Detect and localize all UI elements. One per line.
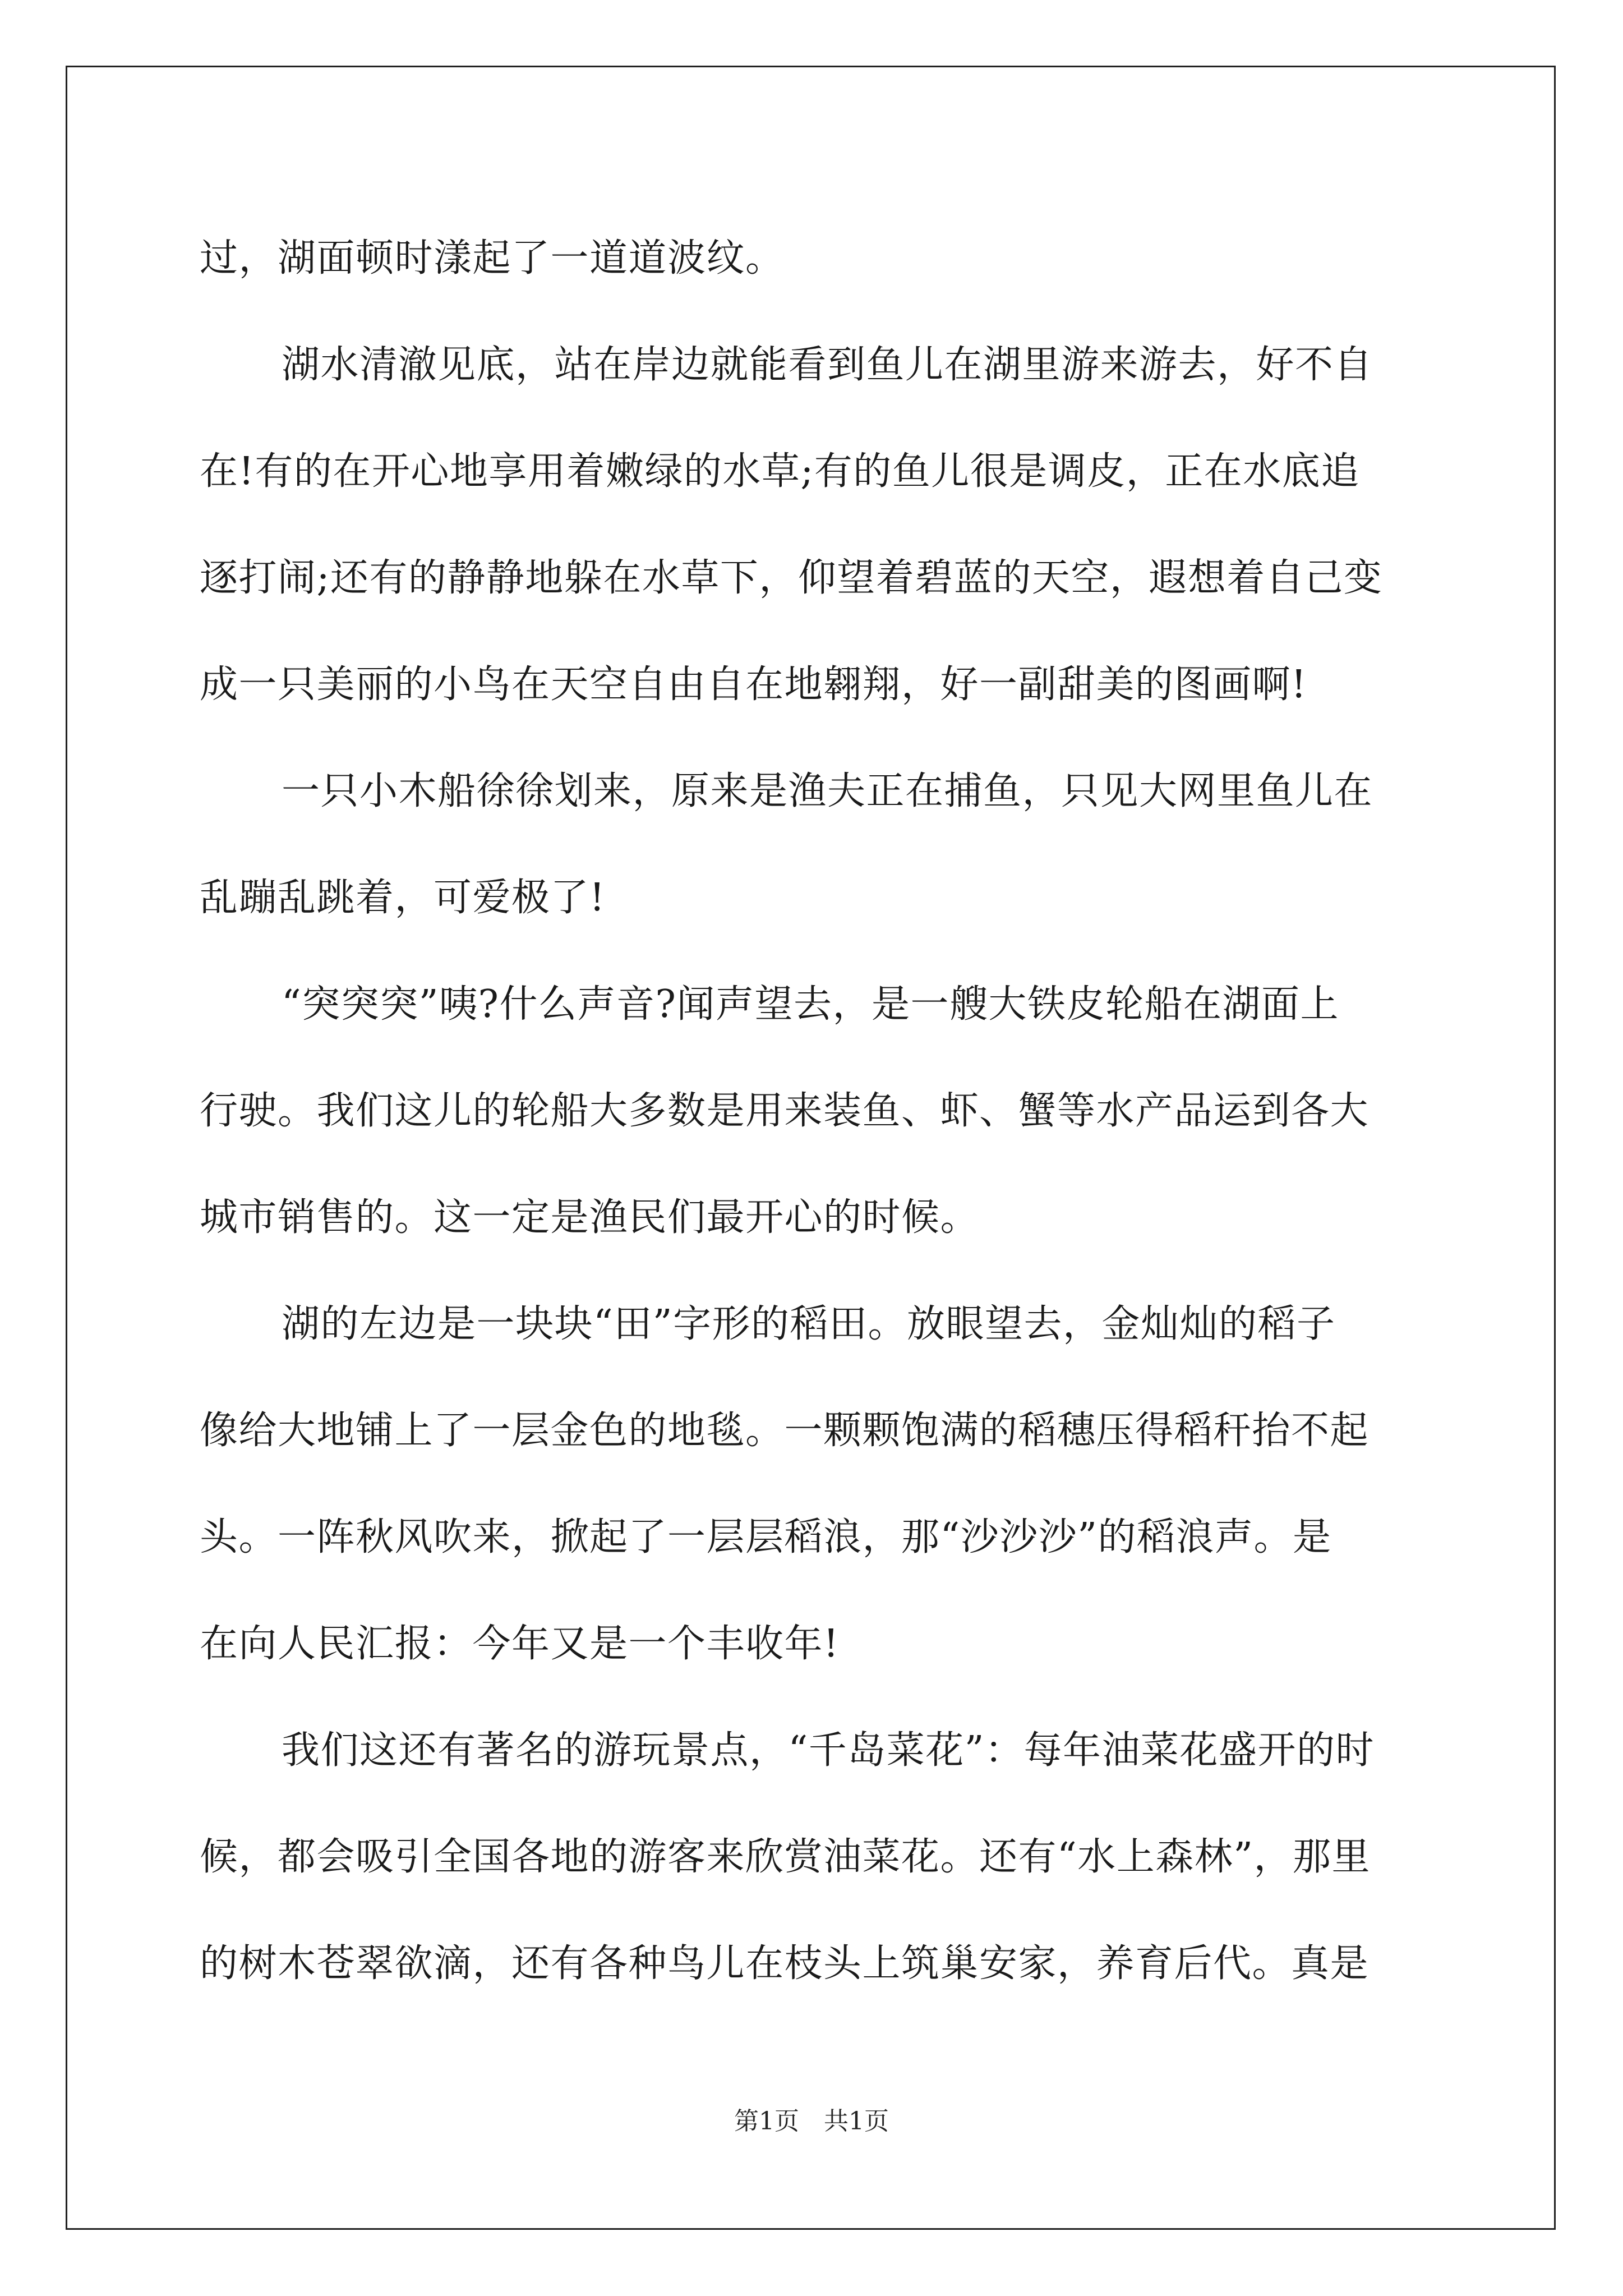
text-line: 的树木苍翠欲滴，还有各种鸟儿在枝头上筑巢安家，养育后代。真是 — [200, 1941, 1370, 1986]
text-line: 城市销售的。这一定是渔民们最开心的时候。 — [200, 1195, 980, 1240]
text-line: 成一只美丽的小鸟在天空自由自在地翱翔，好一副甜美的图画啊! — [200, 662, 1307, 707]
text-line: 在!有的在开心地享用着嫩绿的水草;有的鱼儿很是调皮，正在水底追 — [200, 449, 1360, 494]
text-line: 湖水清澈见底，站在岸边就能看到鱼儿在湖里游来游去，好不自 — [282, 343, 1373, 387]
text-line: 湖的左边是一块块“田”字形的稻田。放眼望去，金灿灿的稻子 — [282, 1302, 1336, 1346]
page-footer: 第1页 共1页 — [734, 2107, 889, 2136]
text-line: 候，都会吸引全国各地的游客来欣赏油菜花。还有“水上森林”，那里 — [200, 1835, 1371, 1879]
text-line: 逐打闹;还有的静静地躲在水草下，仰望着碧蓝的天空，遐想着自己变 — [200, 556, 1383, 600]
text-line: 像给大地铺上了一层金色的地毯。一颗颗饱满的稻穗压得稻秆抬不起 — [200, 1409, 1370, 1453]
text-line: 乱蹦乱跳着，可爱极了! — [200, 876, 606, 920]
document-body — [200, 205, 1428, 2017]
text-line: 头。一阵秋风吹来，掀起了一层层稻浪，那“沙沙沙”的稻浪声。是 — [200, 1515, 1332, 1559]
text-line: 一只小木船徐徐划来，原来是渔夫正在捕鱼，只见大网里鱼儿在 — [282, 769, 1373, 813]
text-line: 行驶。我们这儿的轮船大多数是用来装鱼、虾、蟹等水产品运到各大 — [200, 1089, 1370, 1133]
text-line: 在向人民汇报：今年又是一个丰收年! — [200, 1622, 840, 1666]
text-line: 我们这还有著名的游玩景点，“千岛菜花”：每年油菜花盛开的时 — [282, 1728, 1375, 1773]
text-line: 过，湖面顿时漾起了一道道波纹。 — [200, 236, 785, 280]
text-line: “突突突”咦?什么声音?闻声望去，是一艘大铁皮轮船在湖面上 — [282, 982, 1339, 1027]
